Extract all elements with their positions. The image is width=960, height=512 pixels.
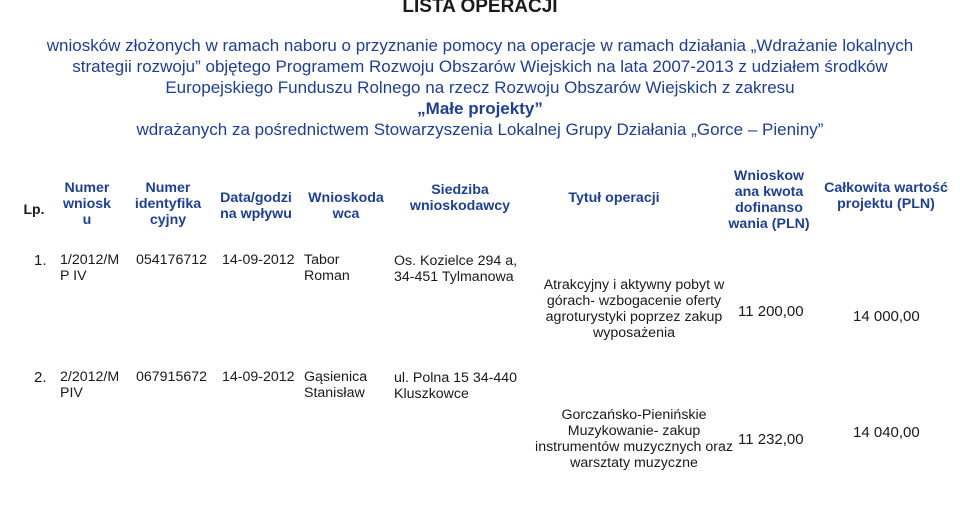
row-1-wartosc: 14 000,00: [853, 308, 920, 325]
header-tytul-operacji: Tytuł operacji: [568, 190, 660, 206]
row-2-tytul-operacji: Gorczańsko-Pienińskie Muzykowanie- zakup instrumentów muzycznych oraz warsztaty muzyczne: [535, 407, 733, 471]
header-lp: Lp.: [23, 201, 45, 217]
row-2-data: 14-09-2012: [222, 369, 295, 385]
row-1-numer-wniosku: 1/2012/M P IV: [60, 252, 120, 284]
row-2-wartosc: 14 040,00: [853, 424, 920, 441]
row-2-numer-wniosku: 2/2012/M PIV: [60, 369, 120, 401]
header-numer-identyfikacyjny: Numer identyfika cyjny: [134, 180, 202, 228]
row-2-kwota: 11 232,00: [738, 431, 804, 448]
row-1-kwota: 11 200,00: [738, 303, 804, 320]
row-1-wnioskodawca: Tabor Roman: [304, 252, 350, 284]
header-calkowita-wartosc: Całkowita wartość projektu (PLN): [824, 180, 948, 212]
row-2-lp: 2.: [34, 369, 47, 386]
intro-line-2: strategii rozwoju” objętego Programem Rozwoju Obszarów Wiejskich na lata 2007-2013 z udziałem środków: [72, 57, 888, 76]
row-1-data: 14-09-2012: [222, 252, 295, 268]
row-2-wnioskodawca: Gąsienica Stanisław: [304, 369, 368, 401]
intro-line-3: Europejskiego Funduszu Rolnego na rzecz Rozwoju Obszarów Wiejskich z zakresu: [165, 78, 795, 97]
intro-paragraph: [0, 35, 960, 140]
header-data-wplywu: Data/godzi na wpływu: [220, 190, 292, 222]
intro-line-4-program-name: „Małe projekty”: [417, 99, 543, 118]
header-wnioskodawca: Wnioskoda wca: [308, 190, 384, 222]
row-1-lp: 1.: [34, 252, 47, 269]
header-wnioskowana-kwota: Wnioskow ana kwota dofinanso wania (PLN): [728, 168, 810, 232]
intro-line-5: wdrażanych za pośrednictwem Stowarzyszenia Lokalnej Grupy Działania „Gorce – Pieniny”: [136, 120, 824, 139]
intro-line-1: wniosków złożonych w ramach naboru o przyznanie pomocy na operacje w ramach działania „Wdrażanie lokalnych: [46, 36, 914, 55]
row-2-siedziba: ul. Polna 15 34-440 Kluszkowce: [394, 370, 518, 402]
row-1-tytul-operacji: Atrakcyjny i aktywny pobyt w górach- wzbogacenie oferty agroturystyki poprzez zakup wyposażenia: [543, 277, 725, 341]
header-numer-wniosku: Numer wniosk u: [62, 180, 112, 228]
document-title: LISTA OPERACJI: [402, 0, 558, 17]
row-1-numer-identyfikacyjny: 054176712: [136, 252, 208, 268]
row-1-siedziba: Os. Kozielce 294 a, 34-451 Tylmanowa: [394, 253, 518, 285]
row-2-numer-identyfikacyjny: 067915672: [136, 369, 208, 385]
header-siedziba: Siedziba wnioskodawcy: [409, 182, 511, 214]
